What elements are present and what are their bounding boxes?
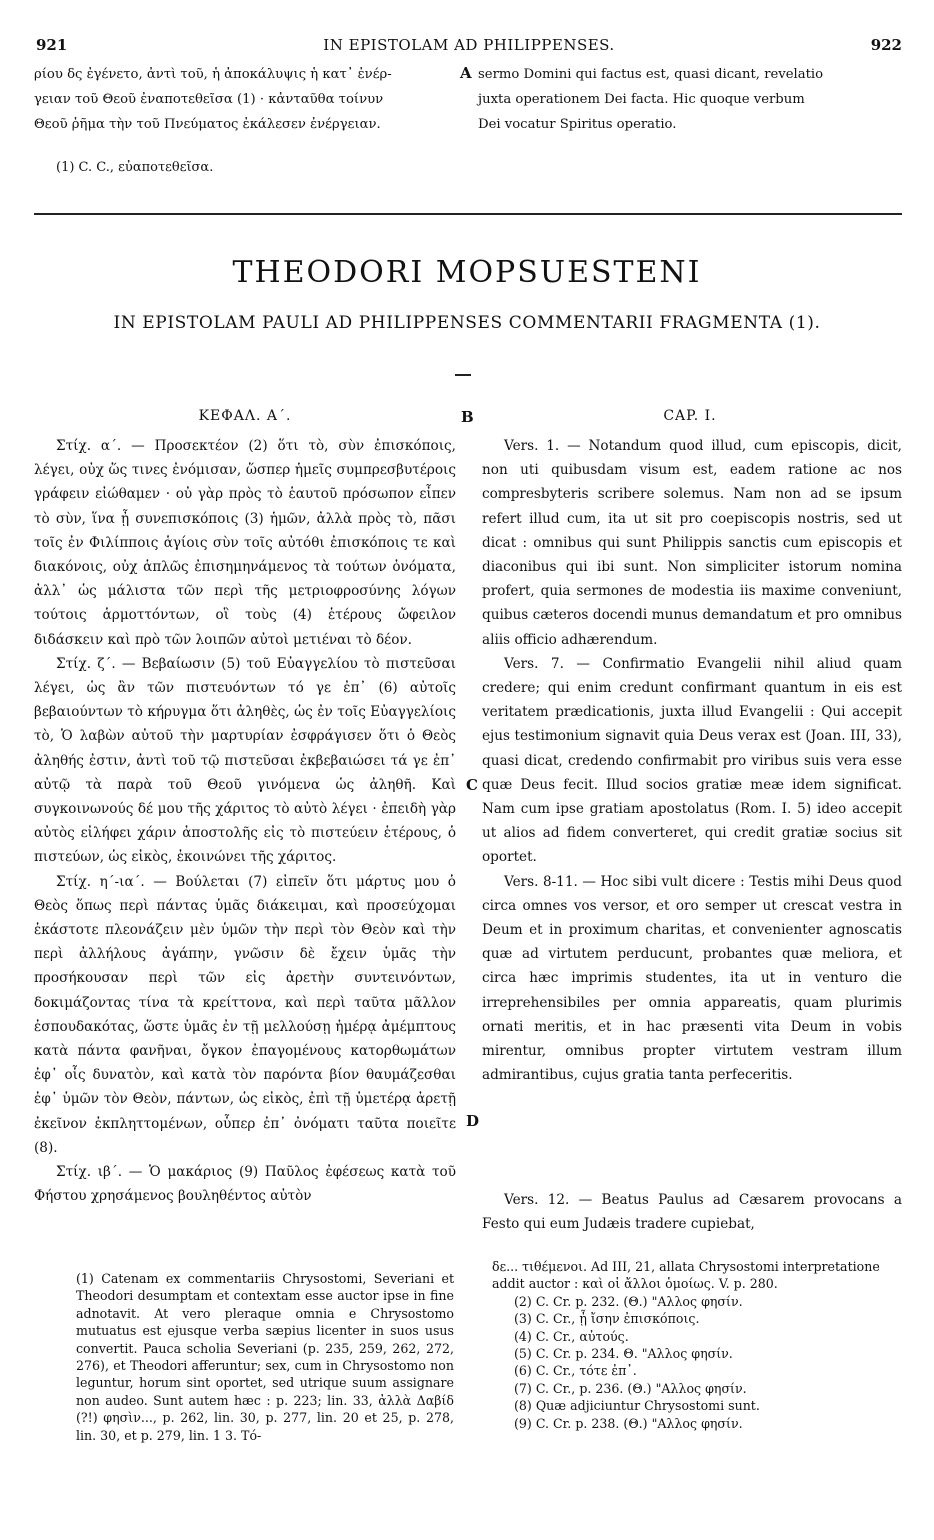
latin-paragraph-vers12 [482,1188,902,1236]
latin-paragraph: Vers. 12. — Beatus Paulus ad Cæsarem provocans a Festo qui eum Judæis tradere cupiebat, [482,1192,902,1233]
greek-paragraph: Στίχ. η΄-ια΄. — Βούλεται (7) εἰπεῖν ὅτι μάρτυς μου ὁ Θεὸς ὅπως περὶ πάντας ὑμᾶς διάκειμαι, καὶ προσεύχομαι ἑκάστοτε πλεονάζειν μὲν ὑμῶν τὴν περὶ τὸν Θεὸν καὶ τὴν περὶ ἀλλήλους ἀγάπην, γνῶσιν δὲ ἔχειν ὑμᾶς τὴν προσήκουσαν περὶ τῶν εἰς ἀρετὴν συντεινόντων, δοκιμάζοντας τίνα τὰ κρείττονα, καὶ περὶ ταῦτα μᾶλλον ἐσπουδακότας, ὥστε ὑμᾶς ἐν τῇ μελλούσῃ ἡμέρᾳ ἀμέμπτους κατὰ πάντα φανῆναι, ὄγκον ἐπαγομένους κατορθωμάτων ἐφ᾽ οἷς δυνατὸν, καὶ κατὰ τὸν παρόντα βίον θαυμάζεσθαι ἐφ᾽ ὑμῶν τὸν Θεὸν, πάντων, ὡς εἰκὸς, ἐπὶ τῇ ὑμετέρᾳ ἀρετῇ ἐκεῖνον ἐκπληττομένων, οὗπερ ἐπ᾽ ὀνόματι ταῦτα ποιεῖτε (8). [34,873,456,1156]
margin-letter-c: C [466,776,478,794]
text-line: ρίου δς ἐγένετο, ἀντὶ τοῦ, ἡ ἀποκάλυψις ἡ κατ᾽ ἐνέρ- [34,67,392,82]
text-line: juxta operationem Dei facta. Hic quoque verbum [478,92,805,107]
greek-paragraph: Στίχ. α΄. — Προσεκτέον (2) ὅτι τὸ, σὺν ἐπισκόποις, λέγει, οὐχ ὥς τινες ἐνόμισαν, ὥσπερ ἡμεῖς συμπρεσβυτέροις γράφειν εἰώθαμεν · οὐ γὰρ πρὸς τὸ ἑαυτοῦ πρόσωπον εἶπεν τὸ σὺν, ἵνα ᾖ συνεπισκόποις (3) ἡμῶν, ἀλλὰ πρὸς τὸ, πᾶσι τοῖς ἐν Φιλίπποις ἁγίοις σὺν τοῖς αὐτόθι ἐπισκόποις τε καὶ διακόνοις, οὐχ ἁπλῶς ἐπισημηνάμενος τὰ τούτων ὀνόματα, ἀλλ᾽ ὡς μάλιστα τῶν περὶ τῆς μετριοφροσύνης λόγων τούτοις ἁρμοττόντων, οἳ τοὺς (4) ἑτέρους ὤφειλον διδάσκειν καὶ πρὸ τῶν λοιπῶν αὐτοὶ μετιέναι τὸ δέον. [34,438,456,648]
short-rule [455,374,471,376]
footnotes-left [76,1270,454,1444]
running-header [36,36,902,56]
footnote: (5) C. Cr. p. 234. Θ. "Αλλος φησίν. [514,1346,733,1362]
latin-paragraph: Vers. 1. — Notandum quod illud, cum episcopis, dicit, non uti quibusdam visum est, eadem ratione ac nos compresbyteris scribere solemus. Nam non ad se ipsum refert illud cum, ita ut sit pro coepiscopis nostris, sed ut dicat : omnibus qui sunt Philippis sanctis cum episcopis et diaconibus qui ibi sunt. Non simpliciter istorum nomina profert, quia sermones de modestia iis maxime conveniunt, quibus cæteros docendi munus demandatum et pro omnibus aliis officio adhærendum. [482,438,902,648]
sub-title: IN EPISTOLAM PAULI AD PHILIPPENSES COMMENTARII FRAGMENTA (1). [113,313,821,333]
section-rule [34,213,902,215]
top-latin-block [478,62,902,137]
footnote: (7) C. Cr., p. 236. (Θ.) "Αλλος φησίν. [514,1380,747,1396]
margin-letter-b: B [461,408,474,426]
text-line: sermo Domini qui factus est, quasi dicant, revelatio [478,67,824,82]
chapter-heading-greek: ΚΕΦΑΛ. Α΄. [198,408,292,424]
margin-letter-d: D [466,1112,480,1130]
margin-letter-a: A [460,64,472,82]
footnote: (3) C. Cr., ᾖ ἴσην ἐπισκόποις. [514,1311,700,1327]
text-line: Θεοῦ ῥῆμα τὴν τοῦ Πνεύματος ἐκάλεσεν ἐνέργειαν. [34,117,381,132]
text-line: Dei vocatur Spiritus operatio. [478,117,677,132]
main-title: THEODORI MOPSUESTENI [232,255,702,290]
page-number-right: 922 [870,36,902,54]
top-footnote: (1) C. C., εὐαποτεθεῖσα. [56,160,214,175]
footnote: (9) C. Cr. p. 238. (Θ.) "Αλλος φησίν. [514,1415,743,1431]
chapter-heading-latin: CAP. I. [663,408,717,424]
top-greek-block [34,62,456,137]
latin-paragraph: Vers. 8-11. — Hoc sibi vult dicere : Testis mihi Deus quod circa omnes vos versor, et oro semper ut crescat vestra in Deum et in proximum charitas, et convenienter agnoscatis quæ ad virtutem perducunt, probantes quæ meliora, et circa hæc imprimis studentes, ita ut in venturo die irreprehensibiles per omnia appareatis, quam plurimis ornati meritis, et in hac præsenti vita Deum in vobis mirentur, omnibus propter virtutem vestram illum admirantibus, cujus gratia tanta perfeceritis. [482,873,902,1084]
running-title: IN EPISTOLAM AD PHILIPPENSES. [323,36,615,54]
footnote-continuation: δε... τιθέμενοι. Ad III, 21, allata Chrysostomi interpretatione addit auctor : καὶ οἱ ἄλλοι ὁμοίως. V. p. 280. [492,1259,880,1292]
footnote: (4) C. Cr., αὐτούς. [514,1328,629,1344]
footnote: (6) C. Cr., τότε ἐπ᾽. [514,1363,637,1379]
page-number-left: 921 [36,36,68,54]
latin-column [482,434,902,1087]
footnote: (8) Quæ adjiciuntur Chrysostomi sunt. [514,1398,760,1414]
footnote: (2) C. Cr. p. 232. (Θ.) "Αλλος φησίν. [514,1293,743,1309]
greek-column [34,434,456,1209]
greek-paragraph: Στίχ. ιβ΄. — Ὁ μακάριος (9) Παῦλος ἐφέσεως κατὰ τοῦ Φήστου χρησάμενος βουληθέντος αὐτὸν [34,1164,456,1205]
text-line: γειαν τοῦ Θεοῦ ἐναποτεθεῖσα (1) · κἀνταῦθα τοίνυν [34,92,384,107]
footnotes-right [492,1258,902,1432]
greek-paragraph: Στίχ. ζ΄. — Βεβαίωσιν (5) τοῦ Εὐαγγελίου τὸ πιστεῦσαι λέγει, ὡς ἂν τῶν πιστευόντων τό γε ἐπ᾽ (6) αὐτοῖς βεβαιούντων τὸ κήρυγμα ὅτι ἀληθὲς, ὡς ἐν τοῖς Εὐαγγελίοις τὸ, Ὁ λαβὼν αὐτοῦ τὴν μαρτυρίαν ἐσφράγισεν ὅτι ὁ Θεὸς ἀληθής ἐστιν, ἀντὶ τοῦ τῷ πιστεῦσαι ἐκβεβαιώσει τά γε ἐπ᾽ αὐτῷ τὰ παρὰ τοῦ Θεοῦ γινόμενα ὡς ἀληθῆ. Καὶ συγκοινωνούς δέ μου τῆς χάριτος τὸ αὐτὸ λέγει · ἐπειδὴ γὰρ αὐτὸς εἰλήφει χάριν ἀποστολῆς εἰς τὸ πιστεύειν ἑτέρους, ὁ πιστεύων, ὡς εἰκὸς, ἐκοινώνει τῆς χάριτος. [34,655,456,866]
footnote-text: (1) Catenam ex commentariis Chrysostomi, Severiani et Theodori desumptam et contextam esse auctor ipse in fine adnotavit. At vero pleraque omnia e Chrysostomo mutuatus est ejusque verba sæpius licenter in suos usus convertit. Pauca scholia Severiani (p. 235, 259, 262, 272, 276), et Theodori afferuntur; sex, cum in Chrysostomo non leguntur, horum sint oportet, sed utrique suum assignare non audeo. Sunt autem hæc : p. 223; lin. 33, ἀλλὰ Δαβίδ (?!) φησὶν..., p. 262, lin. 30, p. 277, lin. 20 et 25, p. 278, lin. 30, et p. 279, lin. 1 3. Τό- [76,1271,454,1443]
latin-paragraph: Vers. 7. — Confirmatio Evangelii nihil aliud quam credere; qui enim credunt confirmant quantum in eis est veritatem prædicationis, juxta illud Evangelii : Qui accepit ejus testimonium signavit quia Deus verax est (Joan. III, 33), quasi dicat, credendo confirmabit pro viribus suis vera esse quæ Deus fecit. Illud socios gratiæ meæ idem significat. Nam cum ipse gratiam apostolatus (Rom. I. 5) ideo accepit ut alios ad fidem converteret, qui credit gratiæ socius sit oportet. [482,655,902,866]
